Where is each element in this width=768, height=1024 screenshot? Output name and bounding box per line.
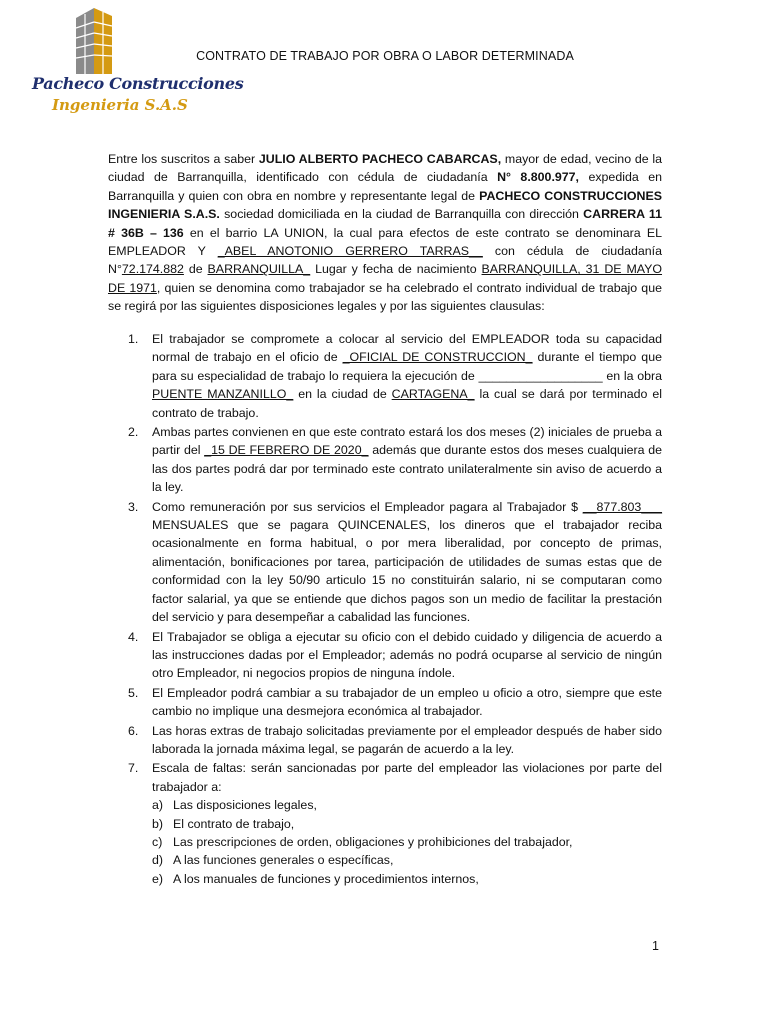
clause-5: 5. El Empleador podrá cambiar a su trabajador de un empleo u oficio a otro, siempre que este cambio no implique una desmejora económica al trabajador. bbox=[128, 685, 662, 719]
clause-3: 3. Como remuneración por sus servicios el Empleador pagara al Trabajador $ __877.803___ MENSUALES que se pagara QUINCENALES, los dineros que el trabajador reciba ocasionalmente en forma habitual, o por mera liberalidad, por concepto de primas, alimentación, bonificaciones por tarea, participación de utilidades de sumas estas que de conformidad con la ley 50/90 articulo 15 no constituirán salario, ni se computaran como factor salarial, ya que se entiende que dichos pagos son un medio de facilitar la prestación del servicio y para desempeñar a cabalidad las funciones. bbox=[128, 499, 662, 625]
list-item: e) A los manuales de funciones y procedimientos internos, bbox=[152, 871, 479, 886]
salary-field: __877.803___ bbox=[582, 499, 662, 514]
list-item: c) Las prescripciones de orden, obligaciones y prohibiciones del trabajador, bbox=[152, 834, 573, 849]
project-name-field: PUENTE MANZANILLO_ bbox=[152, 387, 294, 402]
logo-company-name: Pacheco Construcciones bbox=[32, 74, 244, 93]
intro-paragraph: Entre los suscritos a saber JULIO ALBERTO PACHECO CABARCAS, mayor de edad, vecino de la ciudad de Barranquilla, identificado con cédula de ciudadanía N° 8.800.977, expedida en Barranquilla y quien con obra en nombre y representante legal de PACHECO CONSTRUCCIONES INGENIERIA S.A.S. sociedad domiciliada en la ciudad de Barranquilla con dirección CARRERA 11 # 36B – 136 en el barrio LA UNION, la cual para efectos de este contrato se denominara EL EMPLEADOR Y _ABEL ANOTONIO GERRERO TARRAS__ con cédula de ciudadanía N°72.174.882 de BARRANQUILLA_ Lugar y fecha de nacimiento BARRANQUILLA, 31 DE MAYO DE 1971, quien se denomina como trabajador se ha celebrado el contrato individual de trabajo que se regirá por las siguientes disposiciones legales y por las siguientes clausulas: bbox=[108, 152, 663, 314]
clause-1: 1. El trabajador se compromete a colocar al servicio del EMPLEADOR toda su capacidad normal de trabajo en el oficio de _OFICIAL DE CONSTRUCCION_ durante el tiempo que para su especialidad de trabajo lo requiera la ejecución de __________________ en la obra PUENTE MANZANILLO_ en la ciudad de CARTAGENA_ la cual se dará por terminado el contrato de trabajo. bbox=[128, 332, 663, 420]
start-date-field: _15 DE FEBRERO DE 2020_ bbox=[204, 443, 369, 458]
worker-id-field: 72.174.882 bbox=[121, 262, 184, 277]
company-logo bbox=[30, 4, 244, 122]
faltas-list bbox=[152, 796, 662, 888]
worker-city-field: BARRANQUILLA_ bbox=[207, 262, 311, 277]
logo-subtitle: Ingenieria S.A.S bbox=[52, 96, 188, 114]
clause-2: 2. Ambas partes convienen en que este contrato estará los dos meses (2) iniciales de prueba a partir del _15 DE FEBRERO DE 2020_ además que durante estos dos meses cualquiera de las dos partes podrá dar por terminado este contrato unilateralmente sin aviso de acuerdo a la ley. bbox=[128, 425, 662, 495]
page-number: 1 bbox=[652, 939, 659, 953]
worker-name-field: _ABEL ANOTONIO GERRERO TARRAS__ bbox=[217, 244, 483, 259]
work-execution-blank: __________________ bbox=[478, 368, 603, 383]
employer-id: N° 8.800.977, bbox=[497, 170, 579, 185]
company-address: CARRERA 11 # 36B – 136 bbox=[108, 207, 662, 240]
job-title-field: _OFICIAL DE CONSTRUCCION_ bbox=[342, 350, 533, 365]
clause-6: 6. Las horas extras de trabajo solicitadas previamente por el empleador después de haber sido laborada la jornada máxima legal, se pagarán de acuerdo a la ley. bbox=[128, 723, 662, 756]
birth-field: BARRANQUILLA, 31 DE MAYO DE 1971 bbox=[108, 262, 663, 295]
list-item: b) El contrato de trabajo, bbox=[152, 816, 295, 831]
clauses-list bbox=[108, 330, 662, 889]
document-title: CONTRATO DE TRABAJO POR OBRA O LABOR DETERMINADA bbox=[196, 49, 574, 63]
list-item: d) A las funciones generales o específicas, bbox=[152, 853, 394, 868]
clause-7: 7. Escala de faltas: serán sancionadas por parte del empleador las violaciones por parte del trabajador a: a) Las disposiciones legales, b) El contrato de trabajo, c) Las prescripciones de orden, obligaciones y prohibiciones del trabajador, d) A las funciones generales o específicas, e) A los manuales de funciones y procedimientos internos, bbox=[108, 759, 662, 888]
building-logo-icon bbox=[70, 6, 120, 76]
list-item: a) Las disposiciones legales, bbox=[152, 798, 317, 813]
company-name: PACHECO CONSTRUCCIONES INGENIERIA S.A.S. bbox=[108, 188, 662, 222]
employer-name: JULIO ALBERTO PACHECO CABARCAS, bbox=[258, 152, 502, 166]
clause-4: 4. El Trabajador se obliga a ejecutar su oficio con el debido cuidado y diligencia de acuerdo a las instrucciones dadas por el Empleador; además no podrá ocuparse al servicio de ningún otro Empleador, ni negocios propios de ninguna índole. bbox=[128, 629, 662, 681]
project-city-field: CARTAGENA_ bbox=[391, 387, 475, 402]
